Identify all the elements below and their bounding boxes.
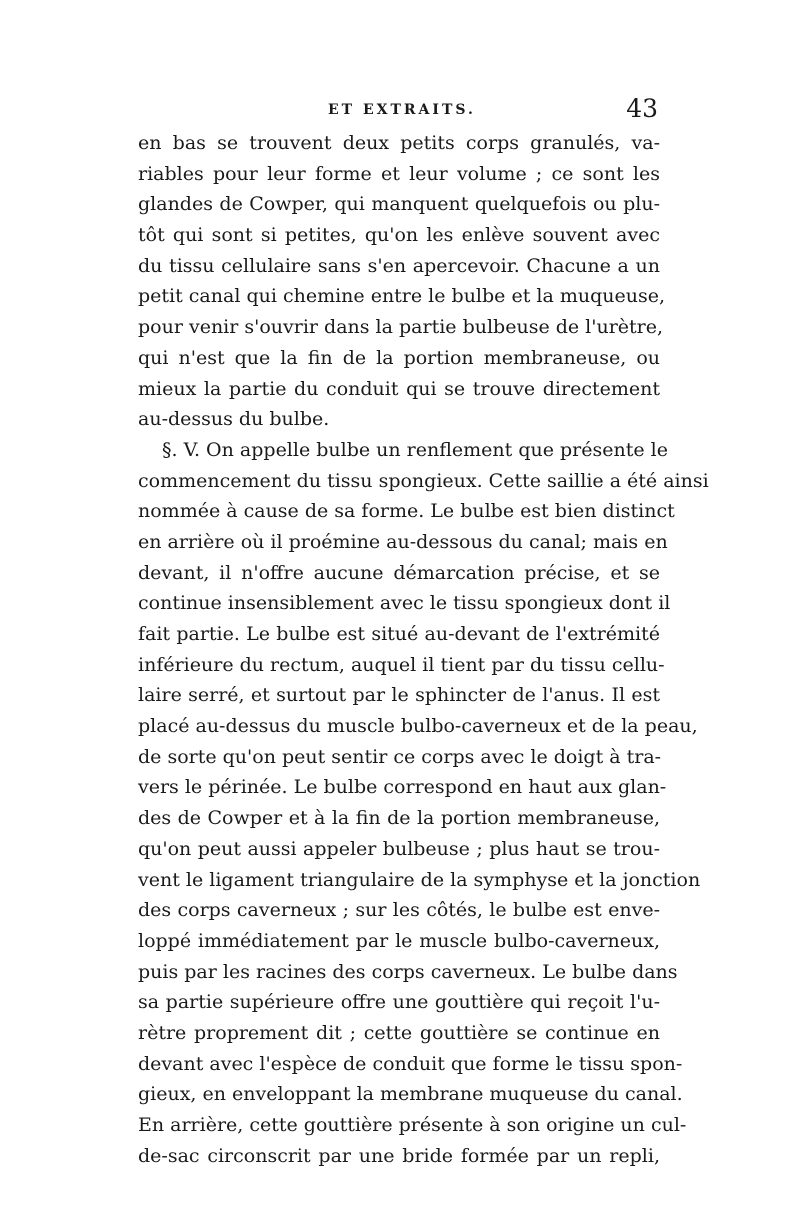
text-line: des de Cowper et à la fin de la portion membraneuse, [138, 807, 660, 830]
text-line: rètre proprement dit ; cette gouttière se continue en [138, 1021, 660, 1044]
text-line: mieux la partie du conduit qui se trouve directement [138, 377, 660, 400]
text-line: qui n'est que la fin de la portion membraneuse, ou [138, 346, 660, 369]
text-line: commencement du tissu spongieux. Cette saillie a été ainsi [138, 469, 709, 492]
text-line: puis par les racines des corps caverneux. Le bulbe dans [138, 960, 678, 983]
text-line: petit canal qui chemine entre le bulbe et la muqueuse, [138, 285, 665, 308]
running-head-title: ET EXTRAITS. [328, 102, 476, 118]
text-line: du tissu cellulaire sans s'en apercevoir. Chacune a un [138, 254, 660, 277]
text-line: au-dessus du bulbe. [138, 408, 330, 431]
text-line: loppé immédiatement par le muscle bulbo-caverneux, [138, 929, 660, 952]
text-line: pour venir s'ouvrir dans la partie bulbeuse de l'urètre, [138, 316, 664, 339]
body-text [138, 128, 709, 1171]
text-line: placé au-dessus du muscle bulbo-caverneux et de la peau, [138, 715, 698, 738]
text-line: vent le ligament triangulaire de la symphyse et la jonction [138, 868, 701, 891]
text-line: riables pour leur forme et leur volume ; ce sont les [138, 162, 660, 185]
page-number: 43 [626, 94, 658, 123]
text-line: tôt qui sont si petites, qu'on les enlève souvent avec [138, 224, 660, 247]
text-line: devant, il n'offre aucune démarcation précise, et se [138, 561, 660, 584]
text-line: fait partie. Le bulbe est situé au-devant de l'extrémité [138, 623, 660, 645]
text-line: continue insensiblement avec le tissu spongieux dont il [138, 592, 671, 615]
text-line: §. V. On appelle bulbe un renflement que présente le [162, 438, 668, 461]
text-line: qu'on peut aussi appeler bulbeuse ; plus haut se trou- [138, 837, 660, 860]
running-head [138, 94, 660, 130]
text-line: en arrière où il proémine au-dessous du canal; mais en [138, 530, 668, 553]
text-line: devant avec l'espèce de conduit que forme le tissu spon- [138, 1052, 683, 1075]
text-line: laire serré, et surtout par le sphincter de l'anus. Il est [138, 684, 660, 707]
text-line: vers le périnée. Le bulbe correspond en haut aux glan- [138, 776, 667, 799]
text-line: inférieure du rectum, auquel il tient par du tissu cellu- [138, 653, 665, 676]
text-line: gieux, en enveloppant la membrane muqueuse du canal. [138, 1083, 683, 1106]
text-line: sa partie supérieure offre une gouttière qui reçoit l'u- [138, 991, 660, 1014]
text-line: en bas se trouvent deux petits corps granulés, va- [138, 132, 660, 154]
text-line: de-sac circonscrit par une bride formée par un repli, [138, 1144, 660, 1167]
text-line: En arrière, cette gouttière présente à son origine un cul- [138, 1114, 687, 1136]
text-line: de sorte qu'on peut sentir ce corps avec le doigt à tra- [138, 745, 662, 768]
text-line: glandes de Cowper, qui manquent quelquefois ou plu- [138, 193, 660, 216]
text-line: des corps caverneux ; sur les côtés, le bulbe est enve- [138, 899, 660, 922]
text-line: nommée à cause de sa forme. Le bulbe est bien distinct [138, 500, 675, 523]
